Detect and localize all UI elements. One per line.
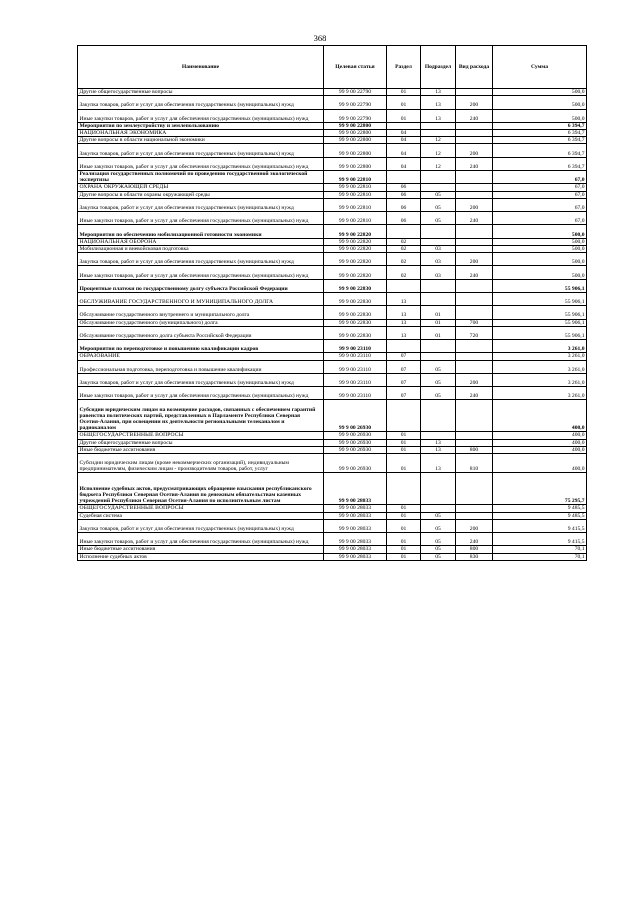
cell-subsection: 05 bbox=[421, 360, 456, 373]
cell-subsection: 12 bbox=[421, 144, 456, 157]
cell-section: 01 bbox=[387, 519, 421, 532]
cell-name: Закупка товаров, работ и услуг для обеспечения государственных (муниципальных) нужд bbox=[78, 253, 324, 266]
cell-type: 830 bbox=[456, 553, 493, 560]
cell-target: 99 9 00 23110 bbox=[324, 353, 387, 360]
table-row bbox=[78, 109, 587, 122]
cell-section: 01 bbox=[387, 432, 421, 439]
page-number: 368 bbox=[313, 33, 327, 43]
cell-sum: 500,0 bbox=[493, 96, 587, 109]
cell-section: 01 bbox=[387, 546, 421, 553]
cell-subsection bbox=[421, 171, 456, 184]
cell-sum: 3 261,0 bbox=[493, 340, 587, 353]
cell-section: 07 bbox=[387, 353, 421, 360]
cell-sum: 67,0 bbox=[493, 184, 587, 191]
cell-section bbox=[387, 340, 421, 353]
cell-sum: 9 485,5 bbox=[493, 505, 587, 512]
cell-subsection: 01 bbox=[421, 319, 456, 326]
cell-name: Иные бюджетные ассигнования bbox=[78, 546, 324, 553]
table-row bbox=[78, 293, 587, 306]
cell-subsection: 05 bbox=[421, 512, 456, 519]
cell-target: 99 9 00 22810 bbox=[324, 191, 387, 198]
table-row bbox=[78, 473, 587, 505]
cell-type: 800 bbox=[456, 546, 493, 553]
cell-sum: 400,0 bbox=[493, 453, 587, 473]
cell-type bbox=[456, 306, 493, 319]
table-row bbox=[78, 184, 587, 191]
cell-type bbox=[456, 245, 493, 252]
cell-sum: 55 906,1 bbox=[493, 293, 587, 306]
cell-subsection: 05 bbox=[421, 387, 456, 400]
cell-name: Другие вопросы в области национальной экономики bbox=[78, 137, 324, 144]
cell-sum: 6 394,7 bbox=[493, 137, 587, 144]
cell-sum: 6 394,7 bbox=[493, 122, 587, 129]
table-row bbox=[78, 360, 587, 373]
cell-sum: 400,0 bbox=[493, 432, 587, 439]
cell-sum: 9 485,5 bbox=[493, 512, 587, 519]
cell-sum: 400,0 bbox=[493, 439, 587, 446]
cell-target: 99 9 00 26930 bbox=[324, 439, 387, 446]
cell-type bbox=[456, 184, 493, 191]
table-row bbox=[78, 96, 587, 109]
cell-subsection: 05 bbox=[421, 191, 456, 198]
cell-section: 07 bbox=[387, 387, 421, 400]
cell-type bbox=[456, 130, 493, 137]
table-row bbox=[78, 512, 587, 519]
table-row bbox=[78, 212, 587, 225]
cell-subsection: 01 bbox=[421, 326, 456, 339]
cell-subsection bbox=[421, 505, 456, 512]
cell-subsection: 05 bbox=[421, 553, 456, 560]
cell-name: Реализация государственных полномочий по проведению государственной экологической экспертизы bbox=[78, 171, 324, 184]
cell-subsection: 03 bbox=[421, 253, 456, 266]
cell-sum: 9 415,5 bbox=[493, 533, 587, 546]
cell-subsection bbox=[421, 238, 456, 245]
cell-subsection: 05 bbox=[421, 533, 456, 546]
cell-name: Иные бюджетные ассигнования bbox=[78, 446, 324, 453]
table-row bbox=[78, 238, 587, 245]
cell-section bbox=[387, 473, 421, 505]
cell-section: 04 bbox=[387, 157, 421, 170]
cell-name: НАЦИОНАЛЬНАЯ ОБОРОНА bbox=[78, 238, 324, 245]
cell-name: Иные закупки товаров, работ и услуг для обеспечения государственных (муниципальных) нужд bbox=[78, 387, 324, 400]
cell-target: 99 9 00 22790 bbox=[324, 96, 387, 109]
cell-target: 99 9 00 28033 bbox=[324, 473, 387, 505]
cell-type: 240 bbox=[456, 533, 493, 546]
cell-name: Закупка товаров, работ и услуг для обеспечения государственных (муниципальных) нужд bbox=[78, 198, 324, 211]
cell-type: 720 bbox=[456, 326, 493, 339]
header-subsection: Подраздел bbox=[421, 46, 456, 89]
cell-sum: 3 261,0 bbox=[493, 360, 587, 373]
cell-section: 01 bbox=[387, 553, 421, 560]
cell-type bbox=[456, 293, 493, 306]
cell-subsection bbox=[421, 279, 456, 292]
cell-type: 200 bbox=[456, 198, 493, 211]
table-row bbox=[78, 319, 587, 326]
table-row bbox=[78, 89, 587, 96]
cell-sum: 9 415,5 bbox=[493, 519, 587, 532]
table-row bbox=[78, 340, 587, 353]
cell-target: 99 9 00 22820 bbox=[324, 238, 387, 245]
table-row bbox=[78, 191, 587, 198]
cell-target: 99 9 00 28033 bbox=[324, 519, 387, 532]
cell-target: 99 9 00 23110 bbox=[324, 360, 387, 373]
cell-sum: 55 906,1 bbox=[493, 319, 587, 326]
cell-subsection bbox=[421, 353, 456, 360]
cell-type: 240 bbox=[456, 387, 493, 400]
cell-sum: 400,0 bbox=[493, 400, 587, 432]
table-row bbox=[78, 306, 587, 319]
cell-name: Закупка товаров, работ и услуг для обеспечения государственных (муниципальных) нужд bbox=[78, 373, 324, 386]
cell-section: 01 bbox=[387, 89, 421, 96]
cell-subsection bbox=[421, 432, 456, 439]
cell-sum: 500,0 bbox=[493, 109, 587, 122]
cell-subsection: 13 bbox=[421, 109, 456, 122]
cell-name: Обслуживание государственного долга субъекта Российской Федерации bbox=[78, 326, 324, 339]
cell-section: 04 bbox=[387, 130, 421, 137]
cell-target: 99 9 00 22790 bbox=[324, 109, 387, 122]
cell-target: 99 9 00 28033 bbox=[324, 546, 387, 553]
cell-type: 240 bbox=[456, 157, 493, 170]
cell-type: 200 bbox=[456, 96, 493, 109]
budget-table bbox=[77, 45, 587, 561]
cell-section: 02 bbox=[387, 253, 421, 266]
cell-name: Профессиональная подготовка, переподготовка и повышение квалификации bbox=[78, 360, 324, 373]
cell-target: 99 9 00 22800 bbox=[324, 130, 387, 137]
cell-sum: 70,1 bbox=[493, 546, 587, 553]
cell-type: 800 bbox=[456, 446, 493, 453]
cell-sum: 500,0 bbox=[493, 245, 587, 252]
cell-target: 99 9 00 22830 bbox=[324, 319, 387, 326]
cell-subsection bbox=[421, 184, 456, 191]
cell-target: 99 9 00 26930 bbox=[324, 400, 387, 432]
cell-subsection: 13 bbox=[421, 89, 456, 96]
cell-sum: 500,0 bbox=[493, 238, 587, 245]
cell-target: 99 9 00 22800 bbox=[324, 137, 387, 144]
header-name: Наименование bbox=[78, 46, 324, 89]
cell-sum: 500,0 bbox=[493, 89, 587, 96]
cell-target: 99 9 00 22830 bbox=[324, 293, 387, 306]
cell-subsection bbox=[421, 293, 456, 306]
table-row bbox=[78, 122, 587, 129]
cell-target: 99 9 00 26930 bbox=[324, 432, 387, 439]
table-row bbox=[78, 137, 587, 144]
cell-subsection: 13 bbox=[421, 439, 456, 446]
cell-name: Иные закупки товаров, работ и услуг для обеспечения государственных (муниципальных) нужд bbox=[78, 212, 324, 225]
cell-type bbox=[456, 171, 493, 184]
cell-type bbox=[456, 432, 493, 439]
cell-type bbox=[456, 225, 493, 238]
cell-target: 99 9 00 22800 bbox=[324, 122, 387, 129]
cell-section: 01 bbox=[387, 505, 421, 512]
cell-type: 240 bbox=[456, 109, 493, 122]
cell-type: 810 bbox=[456, 453, 493, 473]
cell-name: ОБСЛУЖИВАНИЕ ГОСУДАРСТВЕННОГО И МУНИЦИПАЛЬНОГО ДОЛГА bbox=[78, 293, 324, 306]
cell-target: 99 9 00 22820 bbox=[324, 225, 387, 238]
cell-sum: 75 295,7 bbox=[493, 473, 587, 505]
cell-section: 01 bbox=[387, 512, 421, 519]
cell-type: 200 bbox=[456, 373, 493, 386]
cell-name: ОБЩЕГОСУДАРСТВЕННЫЕ ВОПРОСЫ bbox=[78, 505, 324, 512]
cell-name: Мероприятия по переподготовке и повышению квалификации кадров bbox=[78, 340, 324, 353]
cell-section: 13 bbox=[387, 306, 421, 319]
cell-name: Другие общегосударственные вопросы bbox=[78, 439, 324, 446]
cell-sum: 67,0 bbox=[493, 212, 587, 225]
cell-name: Судебная система bbox=[78, 512, 324, 519]
cell-type bbox=[456, 505, 493, 512]
table-row bbox=[78, 245, 587, 252]
cell-subsection: 05 bbox=[421, 373, 456, 386]
table-row bbox=[78, 130, 587, 137]
table-row bbox=[78, 353, 587, 360]
cell-sum: 55 906,1 bbox=[493, 279, 587, 292]
cell-type bbox=[456, 279, 493, 292]
cell-type bbox=[456, 340, 493, 353]
table-row bbox=[78, 400, 587, 432]
table-row bbox=[78, 266, 587, 279]
cell-target: 99 9 00 22810 bbox=[324, 198, 387, 211]
cell-section bbox=[387, 225, 421, 238]
cell-subsection: 12 bbox=[421, 137, 456, 144]
cell-sum: 6 394,7 bbox=[493, 144, 587, 157]
cell-target: 99 9 00 23110 bbox=[324, 387, 387, 400]
table-row bbox=[78, 373, 587, 386]
cell-type bbox=[456, 89, 493, 96]
cell-section bbox=[387, 171, 421, 184]
cell-name: Иные закупки товаров, работ и услуг для обеспечения государственных (муниципальных) нужд bbox=[78, 157, 324, 170]
cell-sum: 500,0 bbox=[493, 266, 587, 279]
cell-name: Субсидии юридическим лицам (кроме некоммерческих организаций), индивидуальным предпринимателям, физическим лицам - производителям товаров, работ, услуг bbox=[78, 453, 324, 473]
table-row bbox=[78, 432, 587, 439]
cell-type: 240 bbox=[456, 266, 493, 279]
cell-section bbox=[387, 122, 421, 129]
cell-type bbox=[456, 512, 493, 519]
cell-name: Процентные платежи по государственному долгу субъекта Российской Федерации bbox=[78, 279, 324, 292]
cell-type: 200 bbox=[456, 144, 493, 157]
cell-type bbox=[456, 191, 493, 198]
cell-subsection: 05 bbox=[421, 519, 456, 532]
cell-section: 01 bbox=[387, 446, 421, 453]
cell-name: ОХРАНА ОКРУЖАЮЩЕЙ СРЕДЫ bbox=[78, 184, 324, 191]
cell-subsection: 13 bbox=[421, 96, 456, 109]
cell-sum: 500,0 bbox=[493, 225, 587, 238]
header-target: Целевая статья bbox=[324, 46, 387, 89]
cell-section: 01 bbox=[387, 453, 421, 473]
cell-section: 07 bbox=[387, 360, 421, 373]
cell-sum: 6 394,7 bbox=[493, 157, 587, 170]
cell-target: 99 9 00 22800 bbox=[324, 144, 387, 157]
table-row bbox=[78, 533, 587, 546]
cell-target: 99 9 00 28033 bbox=[324, 553, 387, 560]
cell-name: ОБРАЗОВАНИЕ bbox=[78, 353, 324, 360]
table-row bbox=[78, 546, 587, 553]
cell-subsection: 05 bbox=[421, 198, 456, 211]
cell-target: 99 9 00 28033 bbox=[324, 505, 387, 512]
cell-name: Мероприятия по обеспечению мобилизационной готовности экономики bbox=[78, 225, 324, 238]
cell-section: 02 bbox=[387, 238, 421, 245]
cell-type bbox=[456, 353, 493, 360]
cell-target: 99 9 00 22830 bbox=[324, 306, 387, 319]
cell-target: 99 9 00 22820 bbox=[324, 245, 387, 252]
cell-type: 200 bbox=[456, 253, 493, 266]
cell-section: 06 bbox=[387, 212, 421, 225]
cell-target: 99 9 00 22810 bbox=[324, 184, 387, 191]
table-header-row bbox=[78, 46, 587, 89]
cell-sum: 400,0 bbox=[493, 446, 587, 453]
cell-target: 99 9 00 23110 bbox=[324, 340, 387, 353]
cell-section: 01 bbox=[387, 533, 421, 546]
cell-subsection: 13 bbox=[421, 446, 456, 453]
table-row bbox=[78, 553, 587, 560]
cell-section: 01 bbox=[387, 439, 421, 446]
table-row bbox=[78, 519, 587, 532]
cell-section: 02 bbox=[387, 266, 421, 279]
cell-name: Иные закупки товаров, работ и услуг для обеспечения государственных (муниципальных) нужд bbox=[78, 109, 324, 122]
cell-sum: 6 394,7 bbox=[493, 130, 587, 137]
cell-name: Обслуживание государственного внутреннего и муниципального долга bbox=[78, 306, 324, 319]
cell-name: Субсидии юридическим лицам на возмещение расходов, связанных с обеспечением гарантий равенства политических партий, представленных в Парламенте Республики Северная Осетия-Алания, при освещении их деятельности региональными телеканалом и радиоканалом bbox=[78, 400, 324, 432]
cell-section: 07 bbox=[387, 373, 421, 386]
cell-name: Иные закупки товаров, работ и услуг для обеспечения государственных (муниципальных) нужд bbox=[78, 266, 324, 279]
table-row bbox=[78, 453, 587, 473]
cell-section: 06 bbox=[387, 184, 421, 191]
cell-name: Закупка товаров, работ и услуг для обеспечения государственных (муниципальных) нужд bbox=[78, 519, 324, 532]
cell-target: 99 9 00 22820 bbox=[324, 253, 387, 266]
table-row bbox=[78, 387, 587, 400]
cell-sum: 55 906,1 bbox=[493, 326, 587, 339]
cell-name: Иные закупки товаров, работ и услуг для обеспечения государственных (муниципальных) нужд bbox=[78, 533, 324, 546]
header-type: Вид расхода bbox=[456, 46, 493, 89]
cell-name: Обслуживание государственного (муниципального) долга bbox=[78, 319, 324, 326]
cell-subsection bbox=[421, 473, 456, 505]
cell-section: 13 bbox=[387, 326, 421, 339]
cell-target: 99 9 00 28033 bbox=[324, 533, 387, 546]
table-row bbox=[78, 279, 587, 292]
cell-name: Мероприятия по землеустройству и землепользованию bbox=[78, 122, 324, 129]
table-row bbox=[78, 171, 587, 184]
cell-type bbox=[456, 439, 493, 446]
cell-target: 99 9 00 22810 bbox=[324, 212, 387, 225]
cell-name: Исполнение судебных актов bbox=[78, 553, 324, 560]
cell-target: 99 9 00 26930 bbox=[324, 453, 387, 473]
cell-target: 99 9 00 22830 bbox=[324, 326, 387, 339]
cell-sum: 67,0 bbox=[493, 191, 587, 198]
cell-name: НАЦИОНАЛЬНАЯ ЭКОНОМИКА bbox=[78, 130, 324, 137]
cell-section: 04 bbox=[387, 137, 421, 144]
cell-target: 99 9 00 22810 bbox=[324, 171, 387, 184]
cell-subsection bbox=[421, 400, 456, 432]
cell-section bbox=[387, 400, 421, 432]
cell-section: 13 bbox=[387, 319, 421, 326]
table-row bbox=[78, 505, 587, 512]
cell-name: Другие общегосударственные вопросы bbox=[78, 89, 324, 96]
table-row bbox=[78, 198, 587, 211]
cell-section: 06 bbox=[387, 191, 421, 198]
cell-sum: 70,1 bbox=[493, 553, 587, 560]
cell-sum: 3 261,0 bbox=[493, 353, 587, 360]
cell-type bbox=[456, 137, 493, 144]
cell-section: 01 bbox=[387, 96, 421, 109]
table-row bbox=[78, 144, 587, 157]
cell-type bbox=[456, 360, 493, 373]
cell-subsection: 12 bbox=[421, 157, 456, 170]
cell-name: Закупка товаров, работ и услуг для обеспечения государственных (муниципальных) нужд bbox=[78, 96, 324, 109]
cell-target: 99 9 00 22800 bbox=[324, 157, 387, 170]
cell-target: 99 9 00 22820 bbox=[324, 266, 387, 279]
cell-subsection: 05 bbox=[421, 212, 456, 225]
table-body bbox=[78, 89, 587, 561]
cell-subsection: 03 bbox=[421, 245, 456, 252]
cell-type: 200 bbox=[456, 519, 493, 532]
header-section: Раздел bbox=[387, 46, 421, 89]
cell-target: 99 9 00 23110 bbox=[324, 373, 387, 386]
cell-target: 99 9 00 28033 bbox=[324, 512, 387, 519]
cell-section bbox=[387, 279, 421, 292]
cell-subsection: 03 bbox=[421, 266, 456, 279]
cell-type bbox=[456, 238, 493, 245]
header-sum: Сумма bbox=[493, 46, 587, 89]
cell-target: 99 9 00 26930 bbox=[324, 446, 387, 453]
cell-subsection: 01 bbox=[421, 306, 456, 319]
cell-sum: 3 261,0 bbox=[493, 373, 587, 386]
cell-subsection bbox=[421, 225, 456, 238]
cell-type: 240 bbox=[456, 212, 493, 225]
cell-subsection bbox=[421, 122, 456, 129]
table-row bbox=[78, 326, 587, 339]
table-row bbox=[78, 253, 587, 266]
cell-name: Исполнение судебных актов, предусматривающих обращение взыскания республиканского бюджета Республики Северная Осетия-Алания по денежным обязательствам казенных учреждений Республики Северная Осетия-Алания по исполнительным листам bbox=[78, 473, 324, 505]
cell-target: 99 9 00 22830 bbox=[324, 279, 387, 292]
cell-subsection bbox=[421, 340, 456, 353]
table-row bbox=[78, 446, 587, 453]
cell-section: 02 bbox=[387, 245, 421, 252]
cell-subsection bbox=[421, 130, 456, 137]
cell-sum: 500,0 bbox=[493, 253, 587, 266]
cell-subsection: 05 bbox=[421, 546, 456, 553]
cell-type bbox=[456, 122, 493, 129]
table-row bbox=[78, 157, 587, 170]
table-row bbox=[78, 225, 587, 238]
cell-section: 06 bbox=[387, 198, 421, 211]
cell-type: 700 bbox=[456, 319, 493, 326]
cell-sum: 67,0 bbox=[493, 171, 587, 184]
cell-name: Другие вопросы в области охраны окружающей среды bbox=[78, 191, 324, 198]
cell-name: ОБЩЕГОСУДАРСТВЕННЫЕ ВОПРОСЫ bbox=[78, 432, 324, 439]
cell-sum: 3 261,0 bbox=[493, 387, 587, 400]
cell-name: Мобилизационная и вневойсковая подготовка bbox=[78, 245, 324, 252]
cell-subsection: 13 bbox=[421, 453, 456, 473]
cell-type bbox=[456, 400, 493, 432]
cell-section: 01 bbox=[387, 109, 421, 122]
cell-section: 13 bbox=[387, 293, 421, 306]
table-row bbox=[78, 439, 587, 446]
cell-name: Закупка товаров, работ и услуг для обеспечения государственных (муниципальных) нужд bbox=[78, 144, 324, 157]
cell-sum: 67,0 bbox=[493, 198, 587, 211]
cell-sum: 55 906,1 bbox=[493, 306, 587, 319]
cell-section: 04 bbox=[387, 144, 421, 157]
cell-target: 99 9 00 22790 bbox=[324, 89, 387, 96]
cell-type bbox=[456, 473, 493, 505]
